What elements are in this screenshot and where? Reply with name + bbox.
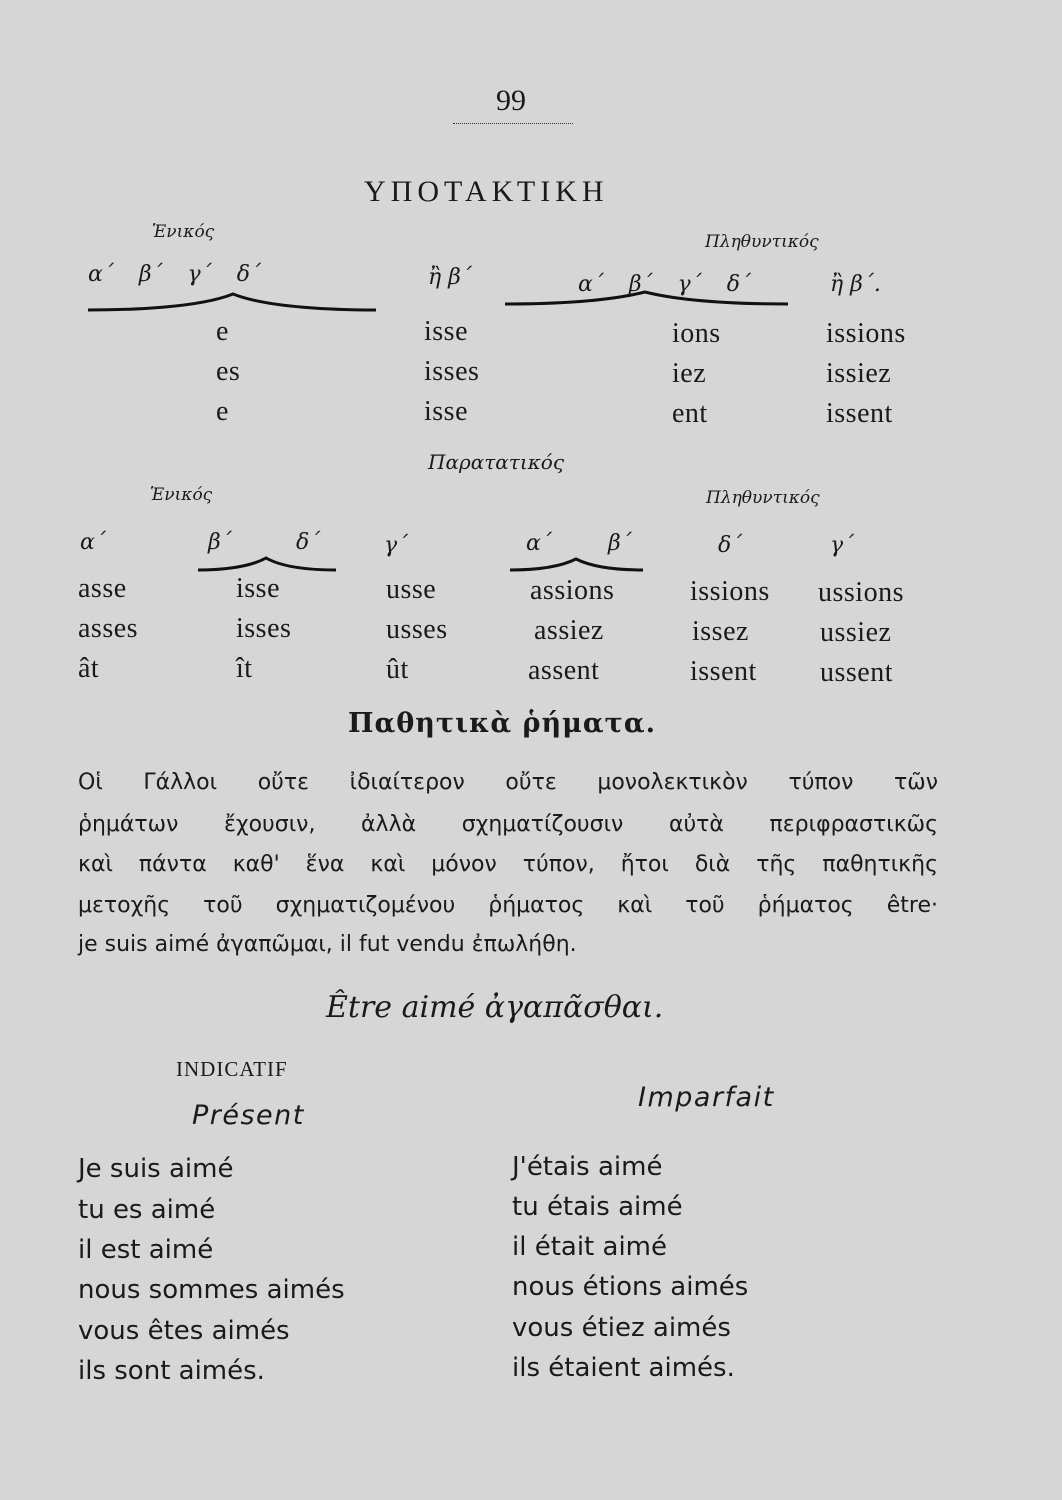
imperfect-plural-label: Πληθυντικός: [706, 488, 820, 508]
ordinals-singular: α΄ β΄ γ΄ δ΄: [88, 262, 261, 287]
ending: ions: [672, 318, 721, 349]
ending: ût: [386, 654, 409, 685]
ending: isses: [236, 613, 292, 644]
conjugation-line: tu es aimé: [78, 1195, 216, 1225]
ordinal: γ΄: [830, 533, 855, 558]
paragraph-line: καὶ πάντα καθ' ἕνα καὶ μόνον τύπον, ἤτοι διὰ τῆς παθητικῆς: [78, 852, 938, 877]
brace-plural: [505, 290, 790, 312]
ending: isse: [424, 316, 468, 347]
conjugation-line: tu étais aimé: [512, 1192, 683, 1222]
ending: asse: [78, 573, 127, 604]
ending: isse: [236, 573, 280, 604]
ending: issiez: [826, 358, 892, 389]
ending: assiez: [534, 615, 604, 646]
conjugation-line: nous étions aimés: [512, 1272, 749, 1302]
paragraph-line: Οἱ Γάλλοι οὔτε ἰδιαίτερον οὔτε μονολεκτικὸν τύπον τῶν: [78, 770, 938, 795]
ordinal: β΄: [608, 531, 632, 556]
ordinals-singular-alt: ἢ β΄: [428, 265, 472, 290]
conjugation-line: nous sommes aimés: [78, 1275, 345, 1305]
ending: issions: [690, 576, 770, 607]
ending: isses: [424, 356, 480, 387]
paragraph-line: je suis aimé ἀγαπῶμαι, il fut vendu ἐπωλήθη.: [78, 932, 577, 957]
paragraph-line: ῥημάτων ἔχουσιν, ἀλλὰ σχηματίζουσιν αὐτὰ περιφραστικῶς: [78, 812, 938, 837]
ordinals-plural: α΄ β΄ γ΄ δ΄: [578, 272, 751, 297]
ending: ât: [78, 653, 100, 684]
ending: iez: [672, 358, 707, 389]
ending: es: [216, 356, 241, 387]
conjugation-line: ils étaient aimés.: [512, 1353, 735, 1383]
conjugation-line: ils sont aimés.: [78, 1356, 265, 1386]
ordinal: β΄: [208, 530, 232, 555]
conjugation-line: il est aimé: [78, 1235, 214, 1265]
imperfect-label: Παρατατικός: [428, 450, 565, 474]
ending: ussions: [818, 577, 904, 608]
ending: e: [216, 396, 229, 427]
brace-imperfect-plural: [510, 557, 645, 575]
ending: assent: [528, 655, 600, 686]
ending: isse: [424, 396, 468, 427]
ending: ent: [672, 398, 708, 429]
ending: issez: [692, 616, 749, 647]
ending: issent: [690, 656, 757, 687]
ordinal: δ΄: [718, 533, 743, 558]
ending: usse: [386, 574, 437, 605]
ending: usses: [386, 614, 448, 645]
mood-label: INDICATIF: [176, 1057, 288, 1081]
singular-label: Ἑνικός: [152, 222, 215, 242]
page-number-rule: [453, 123, 573, 124]
verb-title: Être aimé ἀγαπᾶσθαι.: [326, 990, 664, 1025]
conjugation-line: vous êtes aimés: [78, 1316, 290, 1346]
imperfect-label-fr: Imparfait: [638, 1082, 775, 1113]
ending: issent: [826, 398, 893, 429]
subjunctive-title: ΥΠΟΤΑΚΤΙΚΗ: [364, 175, 609, 208]
plural-label: Πληθυντικός: [705, 232, 819, 252]
paragraph-line: μετοχῆς τοῦ σχηματιζομένου ῥήματος καὶ τοῦ ῥήματος être·: [78, 893, 938, 918]
ordinal: γ΄: [384, 533, 409, 558]
ordinals-plural-alt: ἢ β΄.: [830, 272, 881, 297]
ending: ît: [236, 653, 253, 684]
page-number: 99: [496, 84, 526, 117]
conjugation-line: J'étais aimé: [512, 1152, 663, 1182]
ordinal: α΄: [526, 531, 552, 556]
section-heading: Παθητικὰ ῥήματα.: [348, 708, 657, 739]
ordinal: δ΄: [296, 530, 321, 555]
ending: assions: [530, 575, 615, 606]
imperfect-singular-label: Ἑνικός: [150, 485, 213, 505]
ending: asses: [78, 613, 139, 644]
ending: e: [216, 316, 229, 347]
ordinal: α΄: [80, 530, 106, 555]
conjugation-line: Je suis aimé: [78, 1154, 234, 1184]
conjugation-line: vous étiez aimés: [512, 1313, 731, 1343]
present-label: Présent: [192, 1100, 305, 1131]
ending: issions: [826, 318, 906, 349]
conjugation-line: il était aimé: [512, 1232, 667, 1262]
brace-imperfect-singular: [198, 556, 338, 574]
ending: ussent: [820, 657, 893, 688]
brace-singular: [88, 290, 378, 314]
ending: ussiez: [820, 617, 892, 648]
